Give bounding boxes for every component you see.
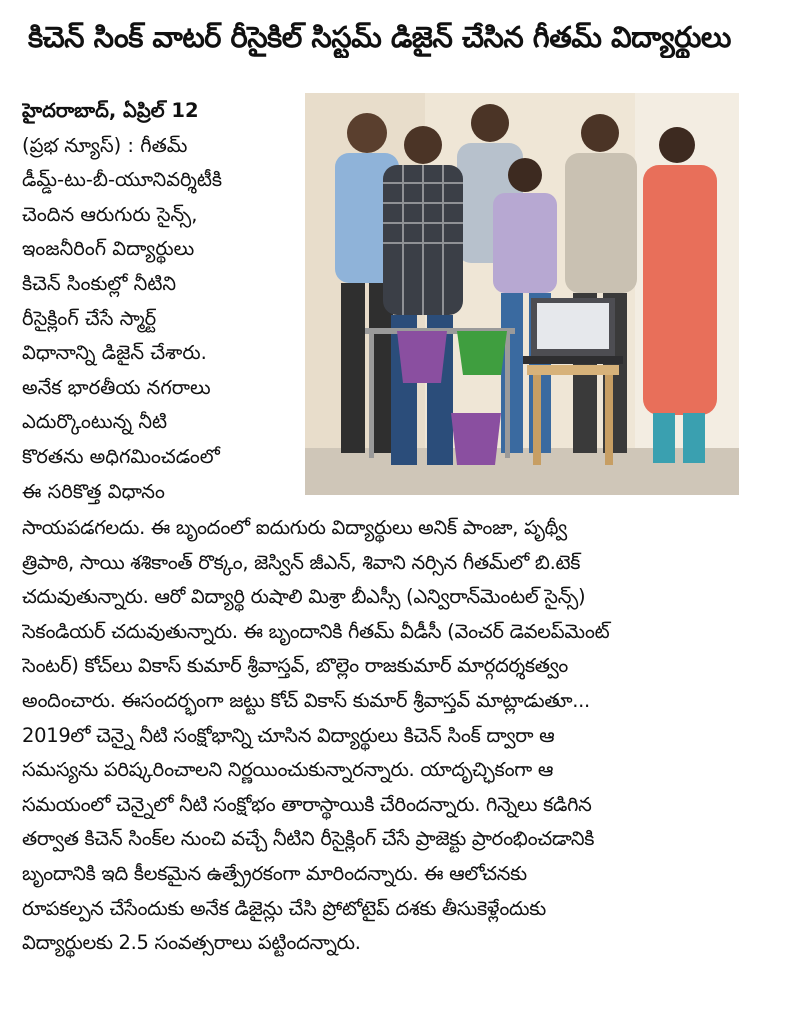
intro-line: డీమ్డ్-టు-బీ-యూనివర్శిటీకి xyxy=(22,168,223,192)
intro-line: ఎదుర్కొంటున్న నీటి xyxy=(22,410,168,434)
body-line: సమయంలో చెన్నైలో నీటి సంక్షోభం తారాస్థాయికి చేరిందన్నారు. గిన్నెలు కడిగిన xyxy=(22,792,592,816)
body-line: విద్యార్థులకు 2.5 సంవత్సరాలు పట్టిందన్నారు. xyxy=(22,931,361,955)
intro-line: చెందిన ఆరుగురు సైన్స్, xyxy=(22,202,198,226)
students-with-prototype-illustration xyxy=(305,93,739,495)
body-line: సెంటర్) కోచ్‌లు వికాస్ కుమార్ శ్రీవాస్తవ్, బొల్లెం రాజకుమార్ మార్గదర్శకత్వం xyxy=(22,654,568,678)
intro-line: ఈ సరికొత్త విధానం xyxy=(22,479,165,503)
body-line: సాయపడగలదు. ఈ బృందంలో ఐదుగురు విద్యార్థులు అనిక్ పాంజా, పృథ్వీ xyxy=(22,516,567,539)
intro-line: కొరతను అధిగమించడంలో xyxy=(22,444,220,468)
intro-line: (ప్రభ న్యూస్) : గీతమ్ xyxy=(22,133,188,157)
body-line: అందించారు. ఈసందర్భంగా జట్టు కోచ్ వికాస్ కుమార్ శ్రీవాస్తవ్ మాట్లాడుతూ... xyxy=(22,688,590,712)
body-line: తర్వాత కిచెన్ సింక్‌ల నుంచి వచ్చే నీటిని రీసైక్లింగ్ చేసే ప్రాజెక్టు ప్రారంభించడానికి xyxy=(22,827,595,851)
article-intro-column xyxy=(22,94,298,509)
article-dateline: హైదరాబాద్, ఏప్రిల్ 12 xyxy=(22,99,199,122)
article-headline: కిచెన్ సింక్ వాటర్ రీసైకిల్ సిస్టమ్ డిజైన్ చేసిన గీతమ్ విద్యార్థులు xyxy=(28,20,731,54)
body-line: 2019లో చెన్నై నీటి సంక్షోభాన్ని చూసిన విద్యార్థులు కిచెన్ సింక్ ద్వారా ఆ xyxy=(22,723,555,747)
article-body xyxy=(22,511,770,961)
intro-line: అనేక భారతీయ నగరాలు xyxy=(22,375,211,399)
intro-line: రీసైక్లింగ్ చేసే స్మార్ట్ xyxy=(22,306,157,330)
intro-line: కిచెన్ సింకుల్లో నీటిని xyxy=(22,271,177,295)
article-photo xyxy=(305,93,739,495)
intro-line: విధానాన్ని డిజైన్ చేశారు. xyxy=(22,341,207,365)
body-line: రూపకల్పన చేసేందుకు అనేక డిజైన్లు చేసి ప్రోటోటైప్ దశకు తీసుకెళ్లేందుకు xyxy=(22,896,546,920)
body-line: సమస్యను పరిష్కరించాలని నిర్ణయించుకున్నారన్నారు. యాదృచ్ఛికంగా ఆ xyxy=(22,758,554,782)
body-line: బృందానికి ఇది కీలకమైన ఉత్ప్రేరకంగా మారిందన్నారు. ఈ ఆలోచనకు xyxy=(22,861,527,885)
body-line: సెకండియర్ చదువుతున్నారు. ఈ బృందానికి గీతమ్ వీడీసీ (వెంచర్ డెవలప్‌మెంట్ xyxy=(22,619,610,643)
body-line: చదువుతున్నారు. ఆరో విద్యార్థి రుషాలి మిశ్రా బీఎస్సీ (ఎన్విరాన్‌మెంటల్ సైన్స్) xyxy=(22,585,586,609)
body-line: త్రిపాఠి, సాయి శశికాంత్ రొక్కం, జెస్విన్ జీఎన్, శివాని నర్సిన గీతమ్‌లో బి.టెక్ xyxy=(22,550,581,574)
intro-line: ఇంజనీరింగ్ విద్యార్థులు xyxy=(22,237,195,261)
